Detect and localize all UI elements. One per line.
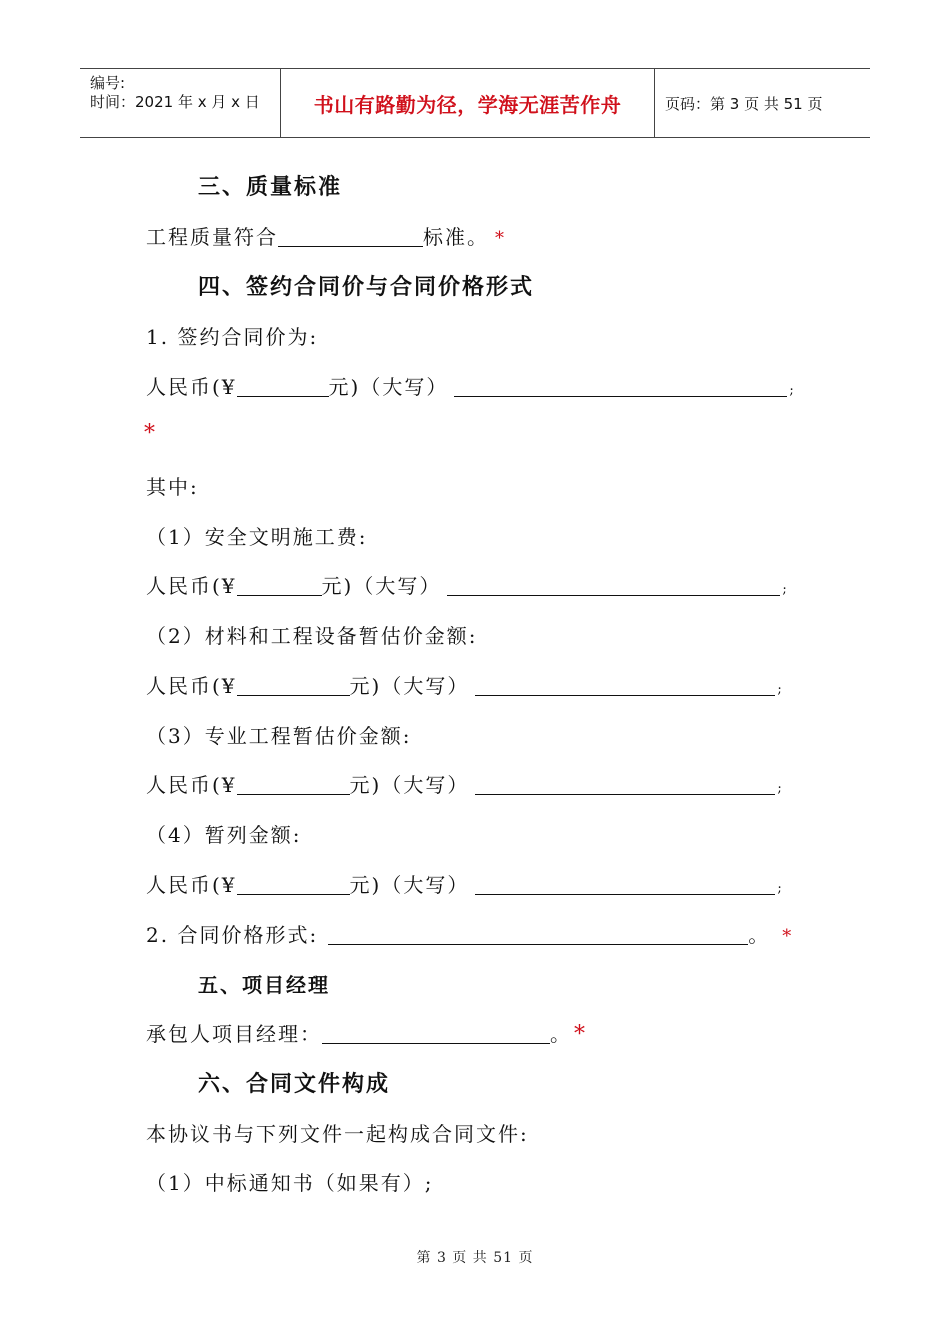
period: 。 bbox=[550, 1022, 572, 1046]
required-star: * bbox=[495, 228, 506, 249]
semicolon: ; bbox=[777, 682, 784, 697]
required-star: * bbox=[574, 1022, 587, 1047]
material-estimate-line bbox=[146, 670, 784, 699]
safety-fee-line bbox=[146, 570, 789, 599]
project-manager-line bbox=[146, 1018, 587, 1047]
required-star: * bbox=[782, 926, 794, 947]
contract-price-line bbox=[146, 371, 796, 400]
semicolon: ; bbox=[777, 781, 784, 796]
amount-blank[interactable] bbox=[237, 376, 329, 397]
section-3-title: 三、质量标准 bbox=[198, 175, 343, 200]
section-4-title: 四、签约合同价与合同价格形式 bbox=[198, 275, 535, 300]
material-estimate-label: （2）材料和工程设备暂估价金额: bbox=[146, 624, 478, 648]
section-5-title: 五、项目经理 bbox=[198, 973, 330, 997]
provisional-sum-label: （4）暂列金额: bbox=[146, 823, 302, 847]
rmb-mid: 元)（大写） bbox=[349, 674, 470, 698]
quality-blank[interactable] bbox=[278, 226, 423, 247]
price-form-line bbox=[146, 919, 793, 948]
amount-blank[interactable] bbox=[237, 874, 350, 895]
amount-blank[interactable] bbox=[237, 675, 350, 696]
required-star-standalone bbox=[144, 421, 157, 446]
price-form-label: 2. 合同价格形式: bbox=[146, 923, 319, 947]
rmb-prefix: 人民币(¥ bbox=[146, 873, 237, 897]
semicolon: ; bbox=[777, 881, 784, 896]
amount-words-blank[interactable] bbox=[475, 675, 775, 696]
rmb-prefix: 人民币(¥ bbox=[146, 574, 237, 598]
rmb-prefix: 人民币(¥ bbox=[146, 375, 237, 399]
quality-pre: 工程质量符合 bbox=[146, 225, 278, 249]
period: 。 bbox=[748, 923, 771, 947]
amount-words-blank[interactable] bbox=[454, 376, 787, 397]
rmb-mid: 元)（大写） bbox=[349, 773, 470, 797]
special-estimate-label: （3）专业工程暂估价金额: bbox=[146, 724, 412, 748]
rmb-prefix: 人民币(¥ bbox=[146, 674, 237, 698]
amount-blank[interactable] bbox=[237, 575, 322, 596]
header-right-cell bbox=[655, 69, 870, 137]
page-footer: 第 3 页 共 51 页 bbox=[416, 1250, 534, 1266]
contract-docs-item-1: （1）中标通知书（如果有）; bbox=[146, 1171, 434, 1195]
special-estimate-line bbox=[146, 769, 784, 798]
semicolon: ; bbox=[782, 582, 789, 597]
page-code: 页码：第 3 页 共 51 页 bbox=[665, 94, 823, 113]
price-form-blank[interactable] bbox=[328, 924, 748, 945]
safety-fee-label: （1）安全文明施工费: bbox=[146, 525, 368, 549]
provisional-sum-line bbox=[146, 869, 784, 898]
section-6-title: 六、合同文件构成 bbox=[198, 1072, 391, 1097]
header-table bbox=[80, 68, 870, 138]
rmb-mid: 元)（大写） bbox=[328, 375, 449, 399]
quality-post: 标准。 bbox=[423, 225, 489, 249]
motto: 书山有路勤为径，学海无涯苦作舟 bbox=[313, 92, 622, 117]
rmb-mid: 元)（大写） bbox=[349, 873, 470, 897]
project-manager-label: 承包人项目经理： bbox=[146, 1022, 322, 1046]
project-manager-blank[interactable] bbox=[322, 1023, 550, 1044]
contract-docs-intro: 本协议书与下列文件一起构成合同文件: bbox=[146, 1122, 529, 1146]
amount-words-blank[interactable] bbox=[475, 874, 775, 895]
number-label: 编号: bbox=[90, 74, 126, 92]
required-star: * bbox=[144, 421, 157, 446]
quality-line bbox=[146, 221, 506, 250]
header-left-cell bbox=[80, 69, 281, 137]
semicolon: ; bbox=[789, 383, 796, 398]
amount-words-blank[interactable] bbox=[447, 575, 780, 596]
among-label: 其中: bbox=[146, 475, 199, 499]
header-center-cell bbox=[281, 69, 655, 137]
contract-price-label: 1. 签约合同价为: bbox=[146, 325, 319, 349]
amount-blank[interactable] bbox=[237, 774, 350, 795]
rmb-mid: 元)（大写） bbox=[321, 574, 442, 598]
time-label: 时间：2021 年 x 月 x 日 bbox=[90, 93, 260, 111]
rmb-prefix: 人民币(¥ bbox=[146, 773, 237, 797]
amount-words-blank[interactable] bbox=[475, 774, 775, 795]
